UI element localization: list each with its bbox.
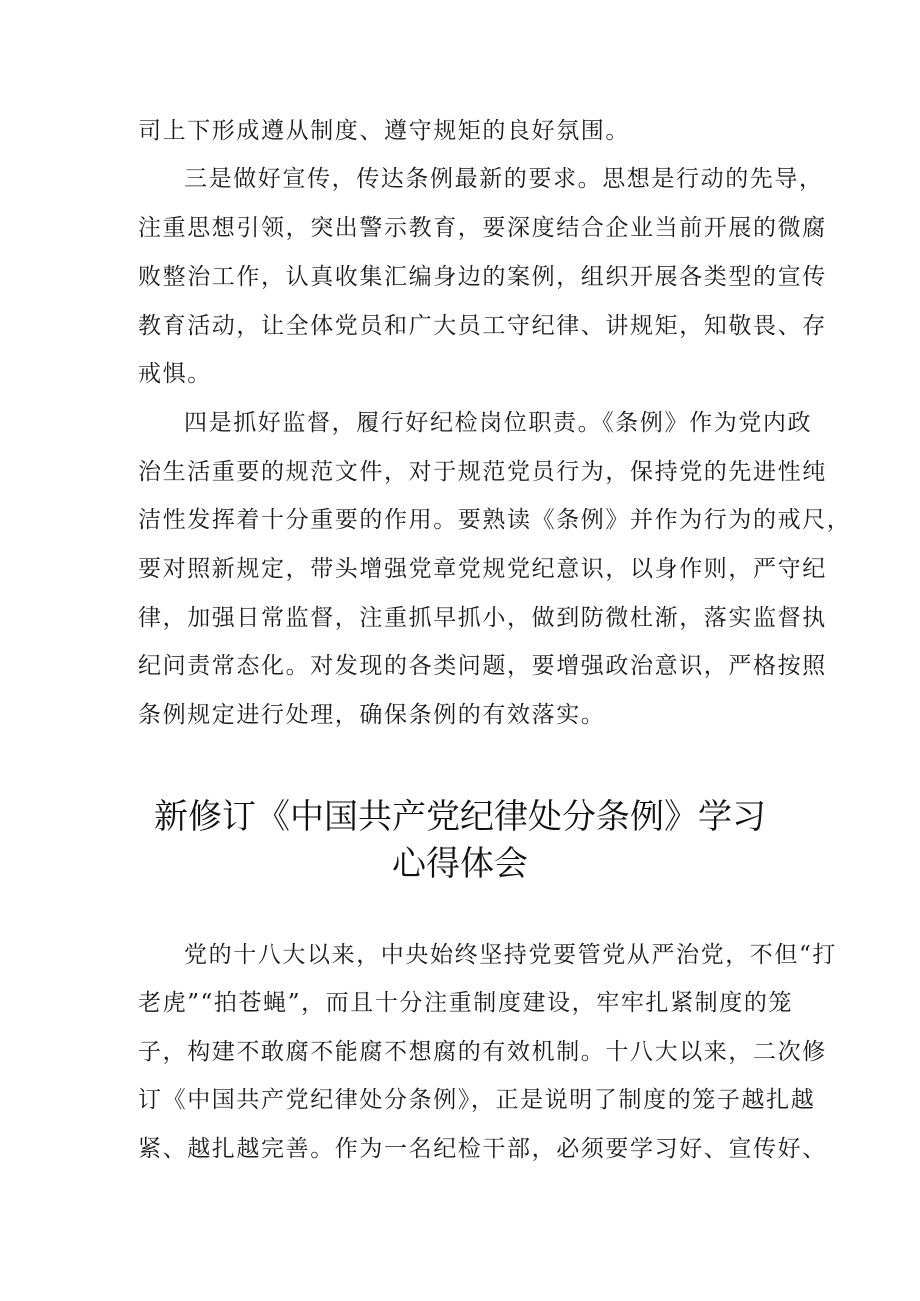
- paragraph-line: 教育活动，让全体党员和广大员工守纪律、讲规矩，知敬畏、存: [138, 313, 827, 339]
- paragraph-line: 律，加强日常监督，注重抓早抓小，做到防微杜渐，落实监督执: [138, 605, 827, 631]
- paragraph-line: 洁性发挥着十分重要的作用。要熟读《条例》并作为行为的戒尺，: [138, 507, 852, 533]
- paragraph-line: 订《中国共产党纪律处分条例》，正是说明了制度的笼子越扎越: [138, 1087, 816, 1113]
- paragraph-line: 党的十八大以来，中央始终坚持党要管党从严治党，不但“打: [184, 942, 837, 968]
- paragraph-line: 治生活重要的规范文件，对于规范党员行为，保持党的先进性纯: [138, 459, 827, 485]
- paragraph-line: 三是做好宣传，传达条例最新的要求。思想是行动的先导，: [184, 166, 824, 192]
- paragraph-line: 司上下形成遵从制度、遵守规矩的良好氛围。: [138, 118, 630, 144]
- paragraph-line: 四是抓好监督，履行好纪检岗位职责。《条例》作为党内政: [184, 410, 813, 436]
- paragraph-line: 戒惧。: [138, 361, 212, 387]
- paragraph-line: 要对照新规定，带头增强党章党规党纪意识，以身作则，严守纪: [138, 556, 827, 582]
- article-title-line1: 新修订《中国共产党纪律处分条例》学习: [154, 797, 766, 837]
- paragraph-line: 老虎”“拍苍蝇”，而且十分注重制度建设，牢牢扎紧制度的笼: [138, 990, 794, 1016]
- paragraph-line: 纪问责常态化。对发现的各类问题，要增强政治意识，严格按照: [138, 653, 827, 679]
- article-title-line2: 心得体会: [392, 844, 528, 884]
- paragraph-line: 条例规定进行处理，确保条例的有效落实。: [138, 702, 606, 728]
- paragraph-line: 注重思想引领，突出警示教育，要深度结合企业当前开展的微腐: [138, 215, 827, 241]
- paragraph-line: 紧、越扎越完善。作为一名纪检干部，必须要学习好、宣传好、: [138, 1136, 827, 1162]
- paragraph-line: 子，构建不敢腐不能腐不想腐的有效机制。十八大以来，二次修: [138, 1039, 827, 1065]
- paragraph-line: 败整治工作，认真收集汇编身边的案例，组织开展各类型的宣传: [138, 264, 827, 290]
